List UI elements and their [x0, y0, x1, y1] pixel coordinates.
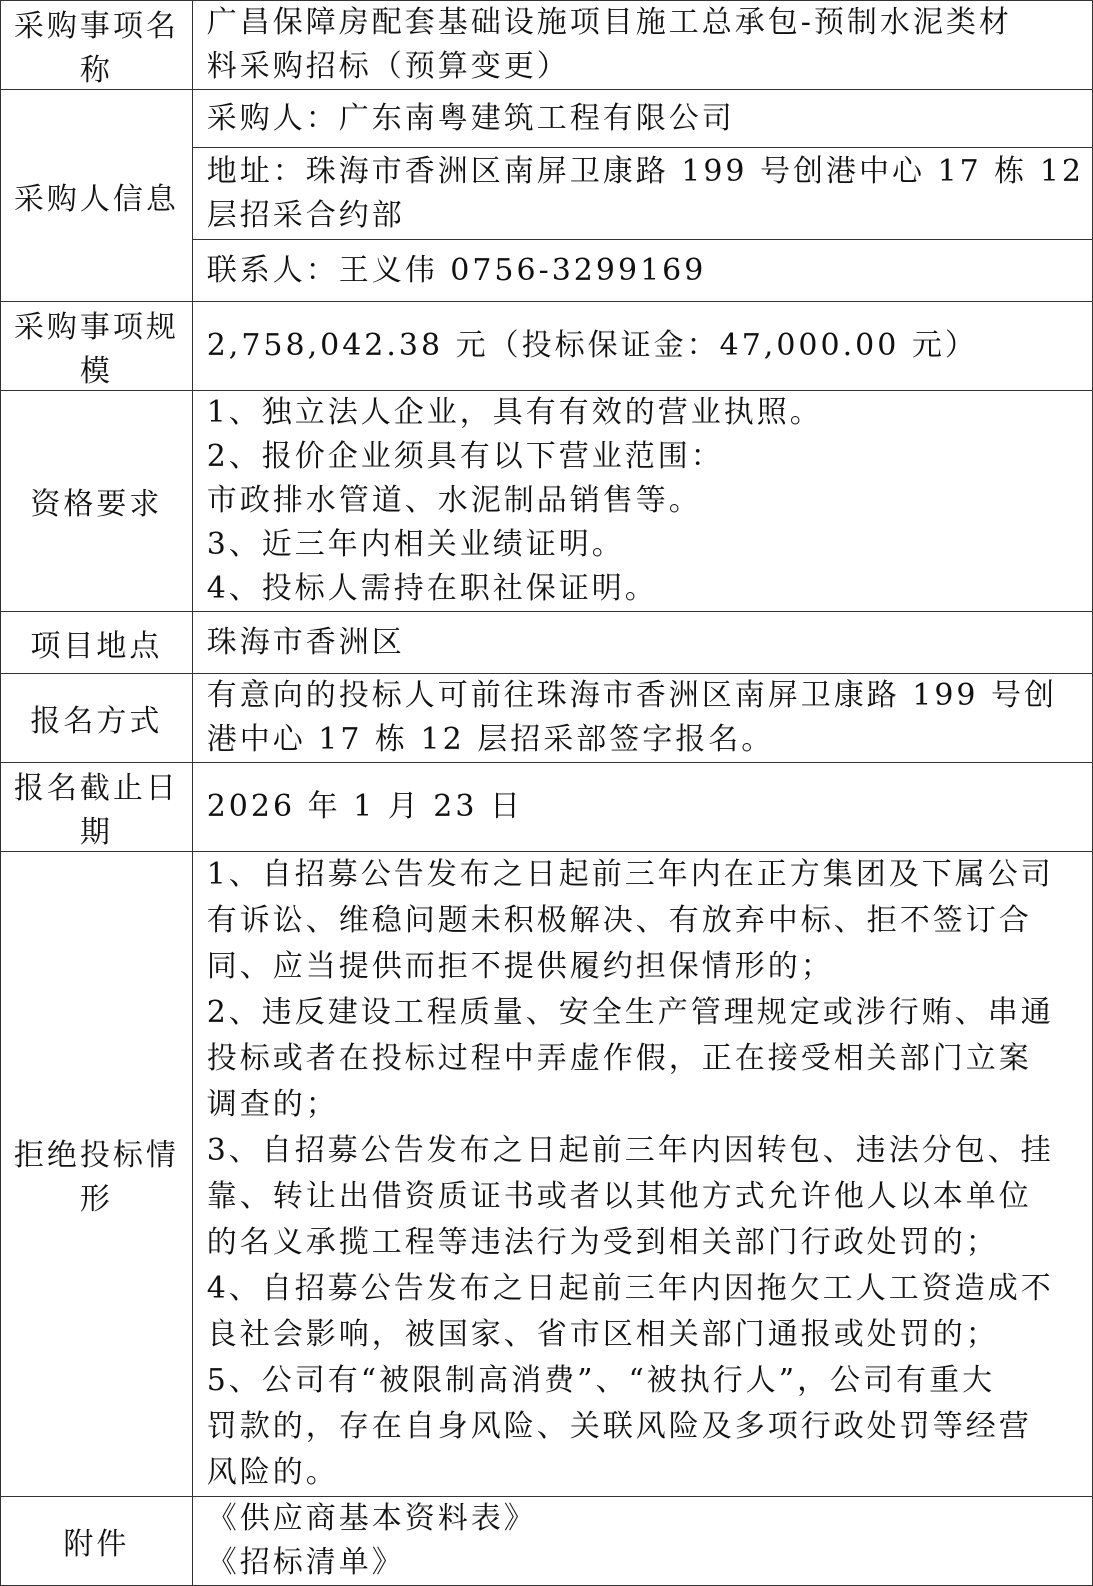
value-scale: [192, 302, 1092, 391]
address-line-1: 地址：珠海市香洲区南屏卫康路 199 号创港中心 17 栋 12: [206, 153, 1084, 189]
rejection-line: 2、违反建设工程质量、安全生产管理规定或涉行贿、串通: [206, 995, 1054, 1030]
label-attachments: 附件: [1, 1497, 193, 1586]
row-rejection: [1, 852, 1093, 1497]
qualification-item: 市政排水管道、水泥制品销售等。: [206, 483, 702, 518]
rejection-line: 5、公司有“被限制高消费”、“被执行人”，公司有重大: [206, 1363, 996, 1398]
label-scale: 采购事项规模: [1, 302, 193, 391]
rejection-line: 罚款的，存在自身风险、关联风险及多项行政处罚等经营: [206, 1409, 1032, 1444]
value-registration: [192, 674, 1092, 763]
value-deadline: [192, 763, 1092, 852]
qualification-item: 4、投标人需持在职社保证明。: [206, 571, 658, 606]
value-purchaser-name: [192, 90, 1092, 148]
rejection-line: 3、自招募公告发布之日起前三年内因转包、违法分包、挂: [206, 1133, 1054, 1168]
label-location: 项目地点: [1, 612, 193, 674]
registration-line-1: 有意向的投标人可前往珠海市香洲区南屏卫康路 199 号创: [206, 678, 1058, 713]
row-scale: [1, 302, 1093, 391]
deadline-date: 2026 年 1 月 23 日: [206, 789, 523, 824]
rejection-line: 靠、转让出借资质证书或者以其他方式允许他人以本单位: [206, 1179, 1032, 1214]
contact-person: 联系人：王义伟 0756-3299169: [206, 252, 707, 288]
rejection-line: 良社会影响，被国家、省市区相关部门通报或处罚的；: [206, 1317, 999, 1352]
qualification-item: 2、报价企业须具有以下营业范围：: [206, 439, 724, 474]
rejection-line: 投标或者在投标过程中弄虚作假，正在接受相关部门立案: [206, 1041, 1032, 1076]
location-text: 珠海市香洲区: [206, 624, 405, 660]
label-project-name: 采购事项名称: [1, 1, 193, 90]
value-purchaser-contact: [192, 240, 1092, 302]
row-deadline: [1, 763, 1093, 852]
value-attachments: [192, 1497, 1092, 1586]
scale-amount: 2,758,042.38 元（投标保证金：47,000.00 元）: [206, 328, 978, 363]
qualification-item: 1、独立法人企业，具有有效的营业执照。: [206, 395, 823, 430]
rejection-line: 同、应当提供而拒不提供履约担保情形的；: [206, 949, 834, 984]
project-name-line-2: 料采购招标（预算变更）: [206, 49, 570, 84]
row-qualification: [1, 391, 1093, 612]
row-registration: [1, 674, 1093, 763]
value-qualification: [192, 391, 1092, 612]
label-qualification: 资格要求: [1, 391, 193, 612]
row-location: [1, 612, 1093, 674]
address-line-2: 层招采合约部: [206, 197, 405, 233]
rejection-line: 1、自招募公告发布之日起前三年内在正方集团及下属公司: [206, 857, 1054, 892]
rejection-line: 调查的；: [206, 1087, 339, 1122]
rejection-line: 有诉讼、维稳问题未积极解决、有放弃中标、拒不签订合: [206, 903, 1032, 938]
label-purchaser-info: 采购人信息: [1, 90, 193, 302]
row-attachments: [1, 1497, 1093, 1586]
value-project-name: [192, 1, 1092, 90]
project-name-line-1: 广昌保障房配套基础设施项目施工总承包-预制水泥类材: [206, 5, 1012, 40]
label-deadline: 报名截止日期: [1, 763, 193, 852]
value-location: [192, 612, 1092, 674]
rejection-line: 的名义承揽工程等违法行为受到相关部门行政处罚的；: [206, 1225, 999, 1260]
label-rejection: 拒绝投标情形: [1, 852, 193, 1497]
row-purchaser-name: [1, 90, 1093, 148]
label-registration: 报名方式: [1, 674, 193, 763]
attachment-item: 《供应商基本资料表》: [206, 1501, 537, 1536]
rejection-line: 风险的。: [206, 1455, 339, 1490]
registration-line-2: 港中心 17 栋 12 层招采部签字报名。: [206, 722, 775, 757]
value-rejection: [192, 852, 1092, 1497]
qualification-item: 3、近三年内相关业绩证明。: [206, 527, 625, 562]
value-purchaser-address: [192, 148, 1092, 240]
purchaser-name: 采购人：广东南粤建筑工程有限公司: [206, 100, 735, 136]
rejection-line: 4、自招募公告发布之日起前三年内因拖欠工人工资造成不: [206, 1271, 1054, 1306]
attachment-item: 《招标清单》: [206, 1545, 405, 1580]
row-project-name: [1, 1, 1093, 90]
